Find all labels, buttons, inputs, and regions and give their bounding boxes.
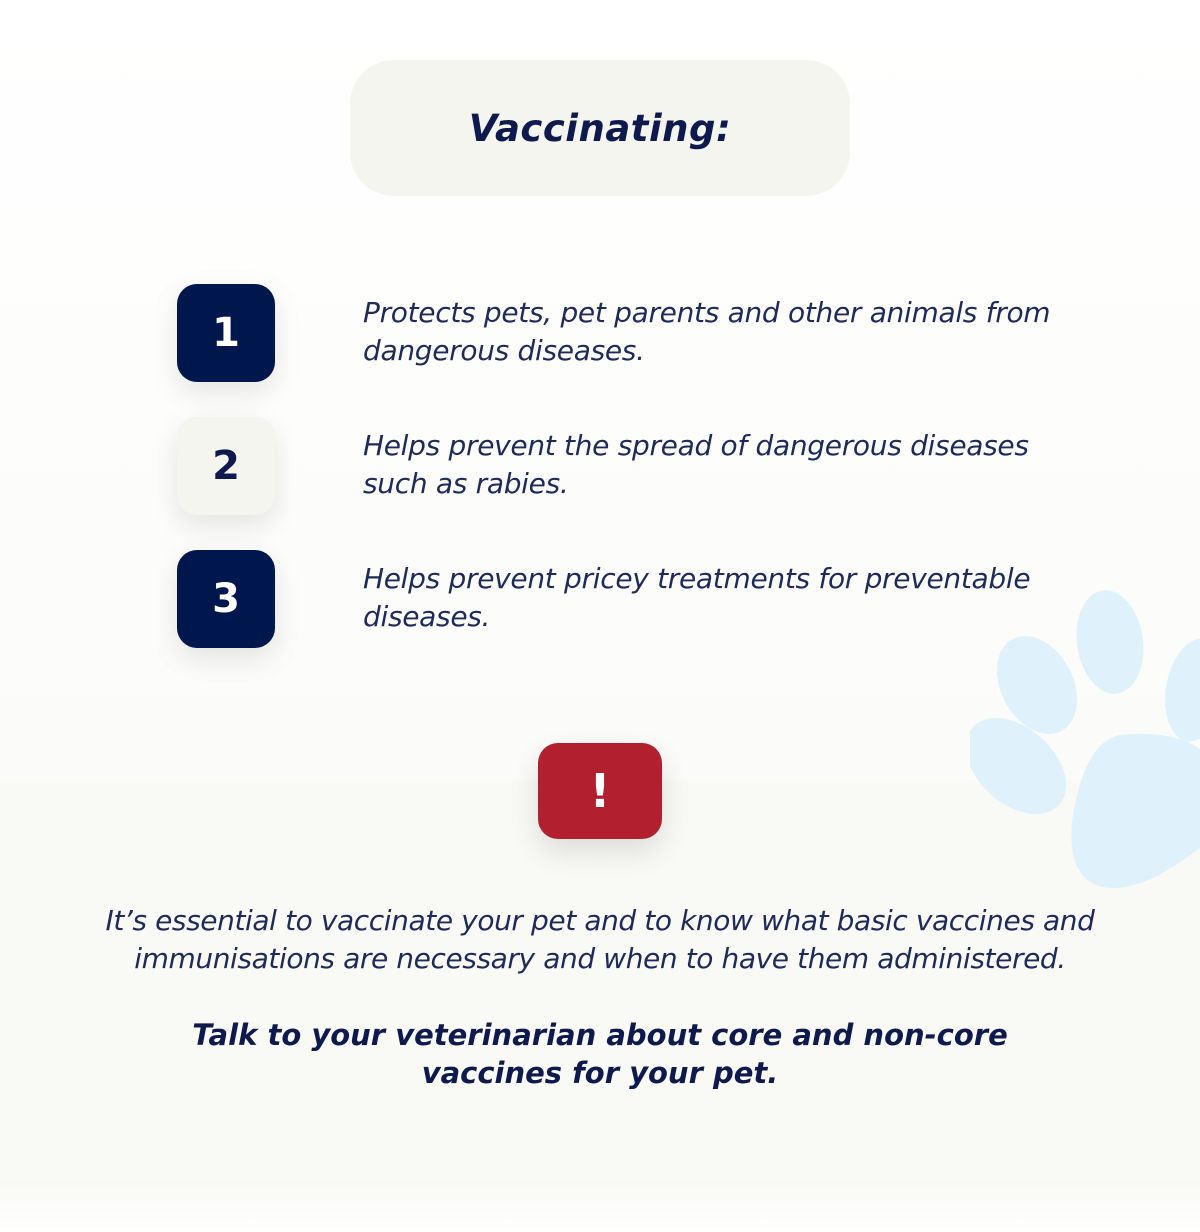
title-pill <box>350 60 850 196</box>
benefit-text-3: Helps prevent pricey treatments for preventable diseases. <box>363 562 1031 633</box>
number-badge-1: 1 <box>177 284 275 382</box>
number-badge-2: 2 <box>177 417 275 515</box>
call-to-action: Talk to your veterinarian about core and non-core vaccines for your pet. <box>192 1018 1008 1090</box>
info-paragraph: It’s essential to vaccinate your pet and to know what basic vaccines and immunisations are necessary and when to have them administered. <box>105 904 1095 975</box>
number-badge-3: 3 <box>177 550 275 648</box>
benefit-text-2: Helps prevent the spread of dangerous diseases such as rabies. <box>363 429 1029 500</box>
exclamation-icon: ! <box>589 764 611 818</box>
alert-badge <box>538 743 662 839</box>
benefit-text-1: Protects pets, pet parents and other animals from dangerous diseases. <box>363 296 1051 367</box>
page-title: Vaccinating: <box>468 106 732 150</box>
paw-print-icon <box>970 590 1200 900</box>
